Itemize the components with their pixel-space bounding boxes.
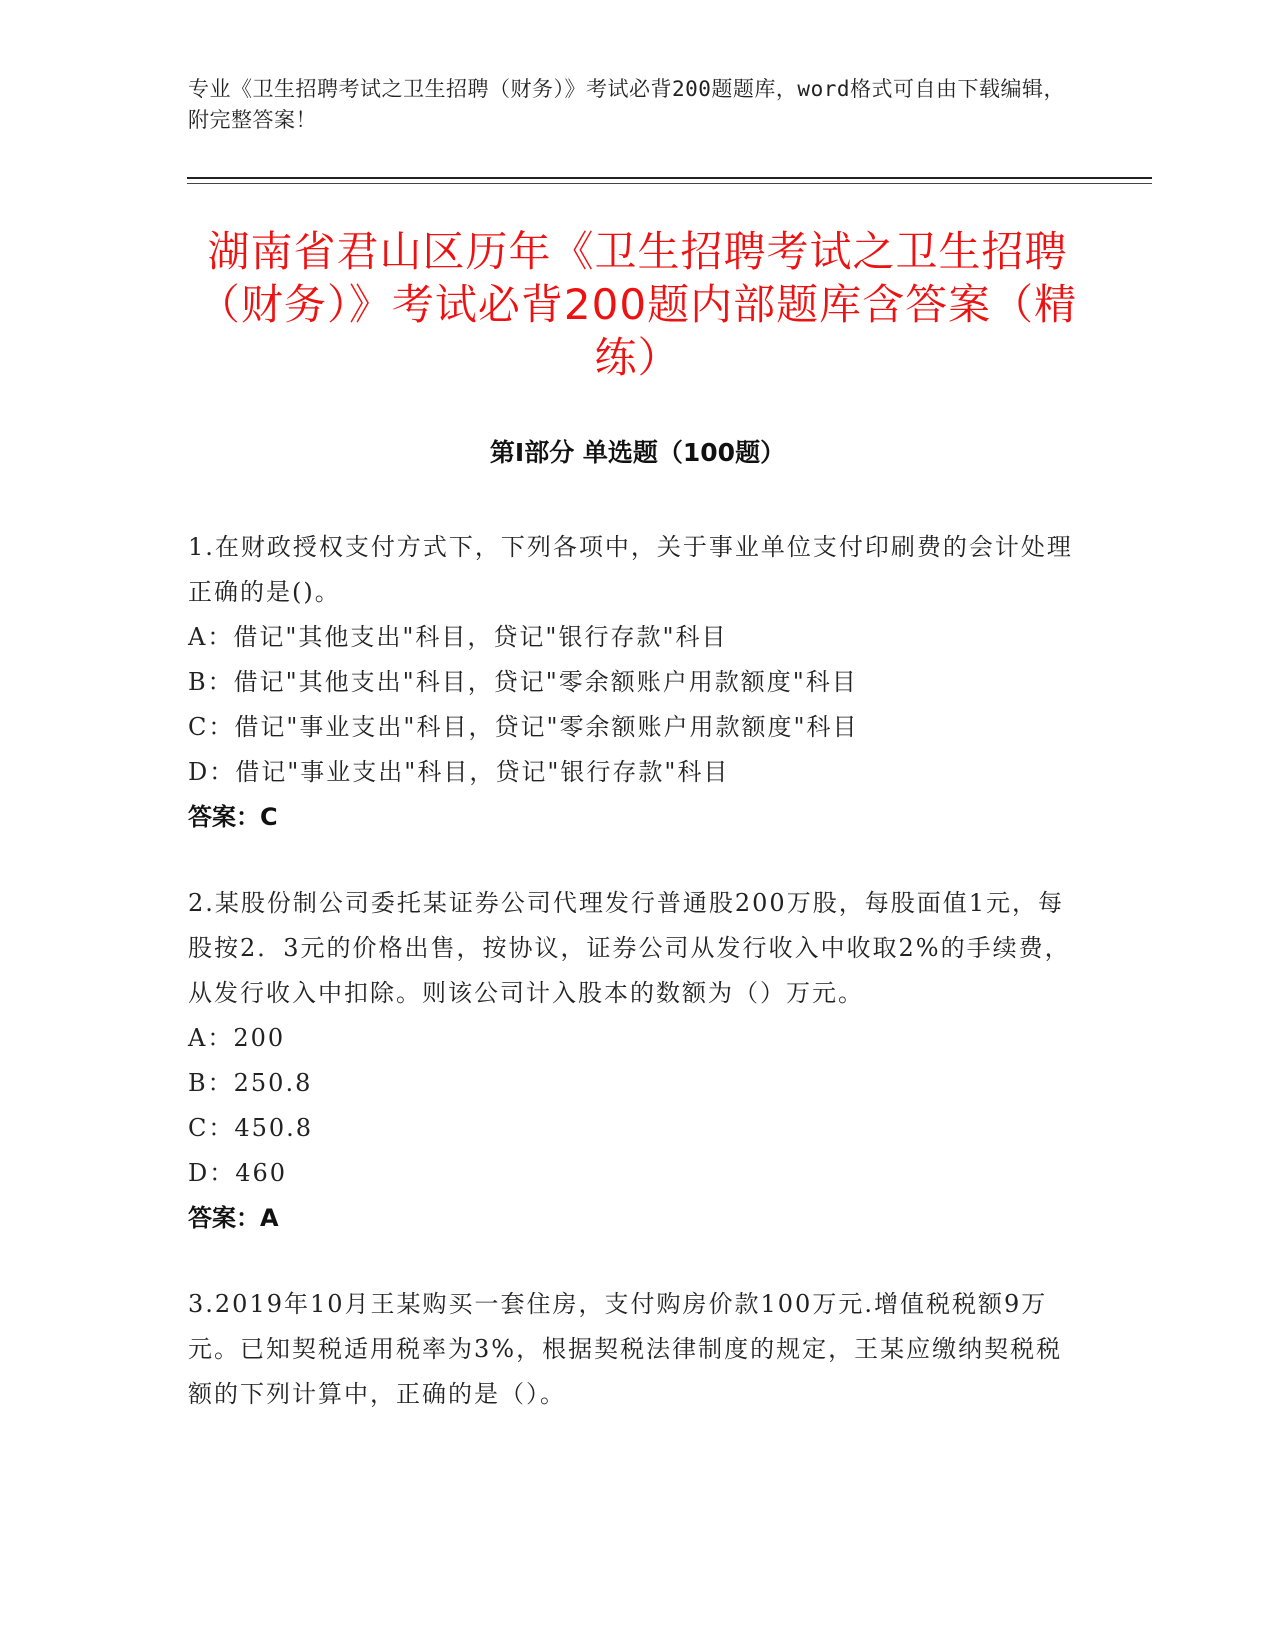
option-c: C：借记"事业支出"科目，贷记"零余额账户用款额度"科目 [188,713,859,741]
section-title: 第I部分 单选题（100题） [489,438,786,467]
question-stem: 1.在财政授权支付方式下，下列各项中，关于事业单位支付印刷费的会计处理正确的是()。 [188,533,1073,606]
option-d: D：460 [188,1159,288,1187]
header-divider-thin [187,183,1152,184]
header-note: 专业《卫生招聘考试之卫生招聘（财务）》考试必背200题题库，word格式可自由下载编辑，附完整答案！ [188,77,1065,132]
answer: 答案：A [188,1204,279,1232]
option-b: B：250.8 [188,1069,313,1097]
option-a: A：200 [188,1024,286,1052]
option-b: B：借记"其他支出"科目，贷记"零余额账户用款额度"科目 [188,668,858,696]
option-d: D：借记"事业支出"科目，贷记"银行存款"科目 [188,758,730,786]
option-list [188,615,1078,795]
header-divider-thick [187,177,1152,179]
question-stem: 3.2019年10月王某购买一套住房，支付购房价款100万元.增值税税额9万元。已知契税适用税率为3%，根据契税法律制度的规定，王某应缴纳契税税额的下列计算中，正确的是（）。 [188,1290,1063,1408]
question-2 [188,881,1078,1241]
option-c: C：450.8 [188,1114,314,1142]
question-list [188,525,1078,1458]
document-title: 湖南省君山区历年《卫生招聘考试之卫生招聘（财务）》考试必背200题内部题库含答案（精练） [197,227,1078,382]
question-1 [188,525,1078,840]
answer: 答案：C [188,803,278,831]
question-stem: 2.某股份制公司委托某证券公司代理发行普通股200万股，每股面值1元，每股按2．3元的价格出售，按协议，证券公司从发行收入中收取2%的手续费，从发行收入中扣除。则该公司计入股本的数额为（）万元。 [188,889,1071,1007]
option-list [188,1016,1078,1196]
question-3 [188,1282,1078,1417]
option-a: A：借记"其他支出"科目，贷记"银行存款"科目 [188,623,728,651]
